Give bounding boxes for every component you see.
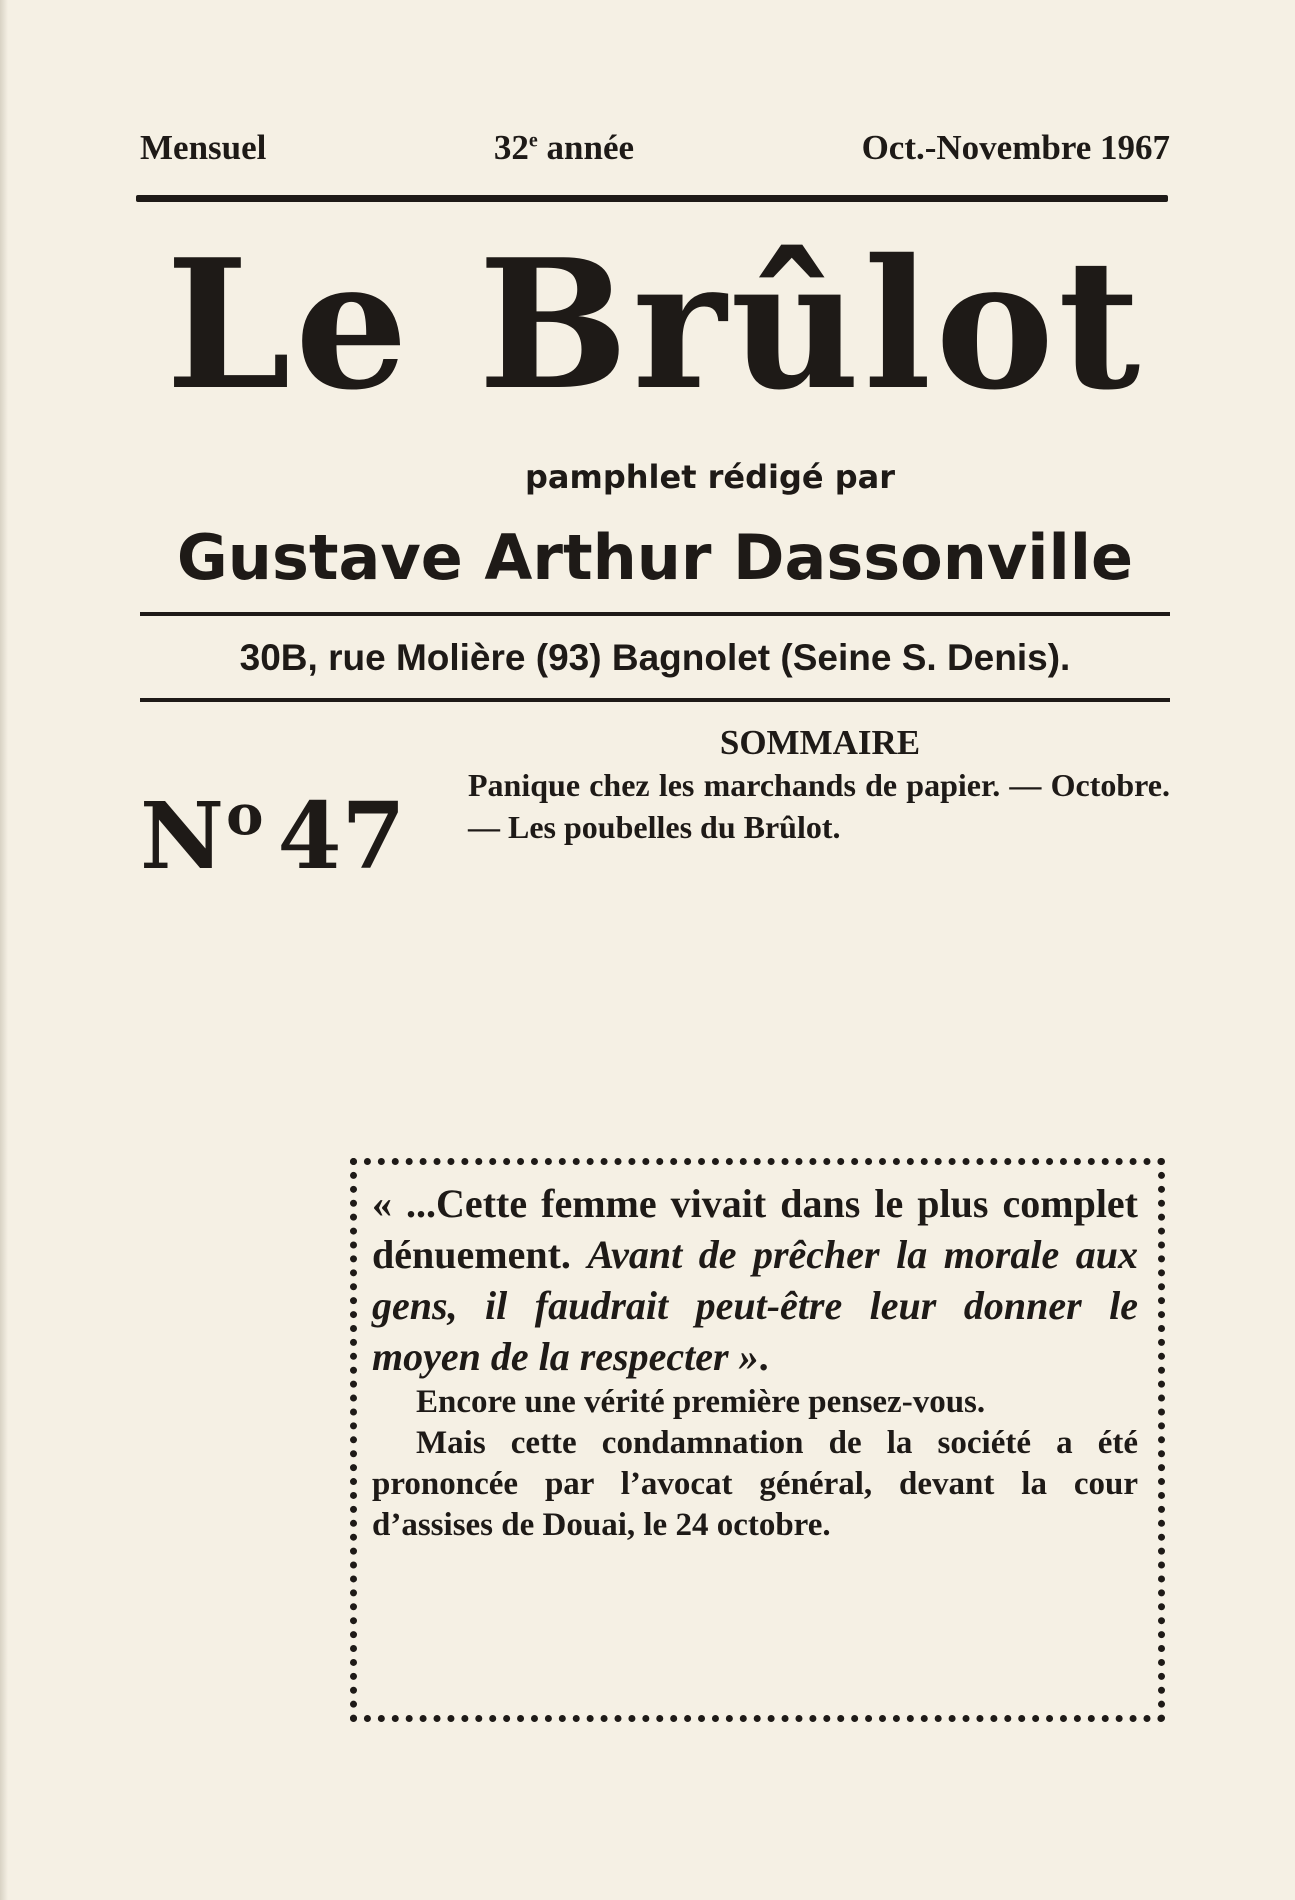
quote-citation [372, 1178, 1138, 1382]
summary-heading: SOMMAIRE [719, 723, 921, 762]
masthead-title: Le Brûlot [165, 220, 1145, 429]
issue-value: 47 [277, 782, 406, 890]
quote-closing: . [758, 1334, 769, 1379]
issue-number [140, 760, 440, 890]
author-rule [140, 612, 1170, 616]
address-line: 30B, rue Molière (93) Bagnolet (Seine S. Denis). [239, 637, 1071, 678]
year-number: 32 [493, 128, 529, 167]
quote-italic: Avant de prêcher la morale aux gens, il faudrait peut-être leur donner le moyen de la respecter » [372, 1232, 1139, 1379]
masthead-subtitle: pamphlet rédigé par [524, 458, 896, 496]
year-word: année [546, 128, 635, 167]
periodicity: Mensuel [140, 128, 267, 167]
header-rule [136, 195, 1168, 202]
author-name: Gustave Arthur Dassonville [176, 521, 1134, 594]
header-line [140, 128, 1170, 178]
address-rule [140, 698, 1170, 702]
issue-prefix: N [140, 782, 225, 890]
quote-opening: « ...Cette femme vivait dans le plus complet dénuement. [372, 1181, 1138, 1277]
year-edition [494, 128, 634, 168]
year-suffix: e [528, 129, 538, 152]
quote-block [372, 1178, 1138, 1546]
issue-date: Oct.-Novembre 1967 [861, 128, 1170, 167]
quote-paragraph-3: Mais cette condamnation de la société a été prononcée par l’avocat général, devant la cour d’assises de Douai, le 24 octobre. [372, 1425, 1138, 1543]
page-binding-shadow [0, 0, 8, 1900]
summary-text: Panique chez les marchands de papier. — Octobre. — Les poubelles du Brûlot. [468, 767, 1170, 845]
quote-paragraph-2: Encore une vérité première pensez-vous. [416, 1384, 986, 1420]
issue-degree: o [226, 782, 264, 848]
